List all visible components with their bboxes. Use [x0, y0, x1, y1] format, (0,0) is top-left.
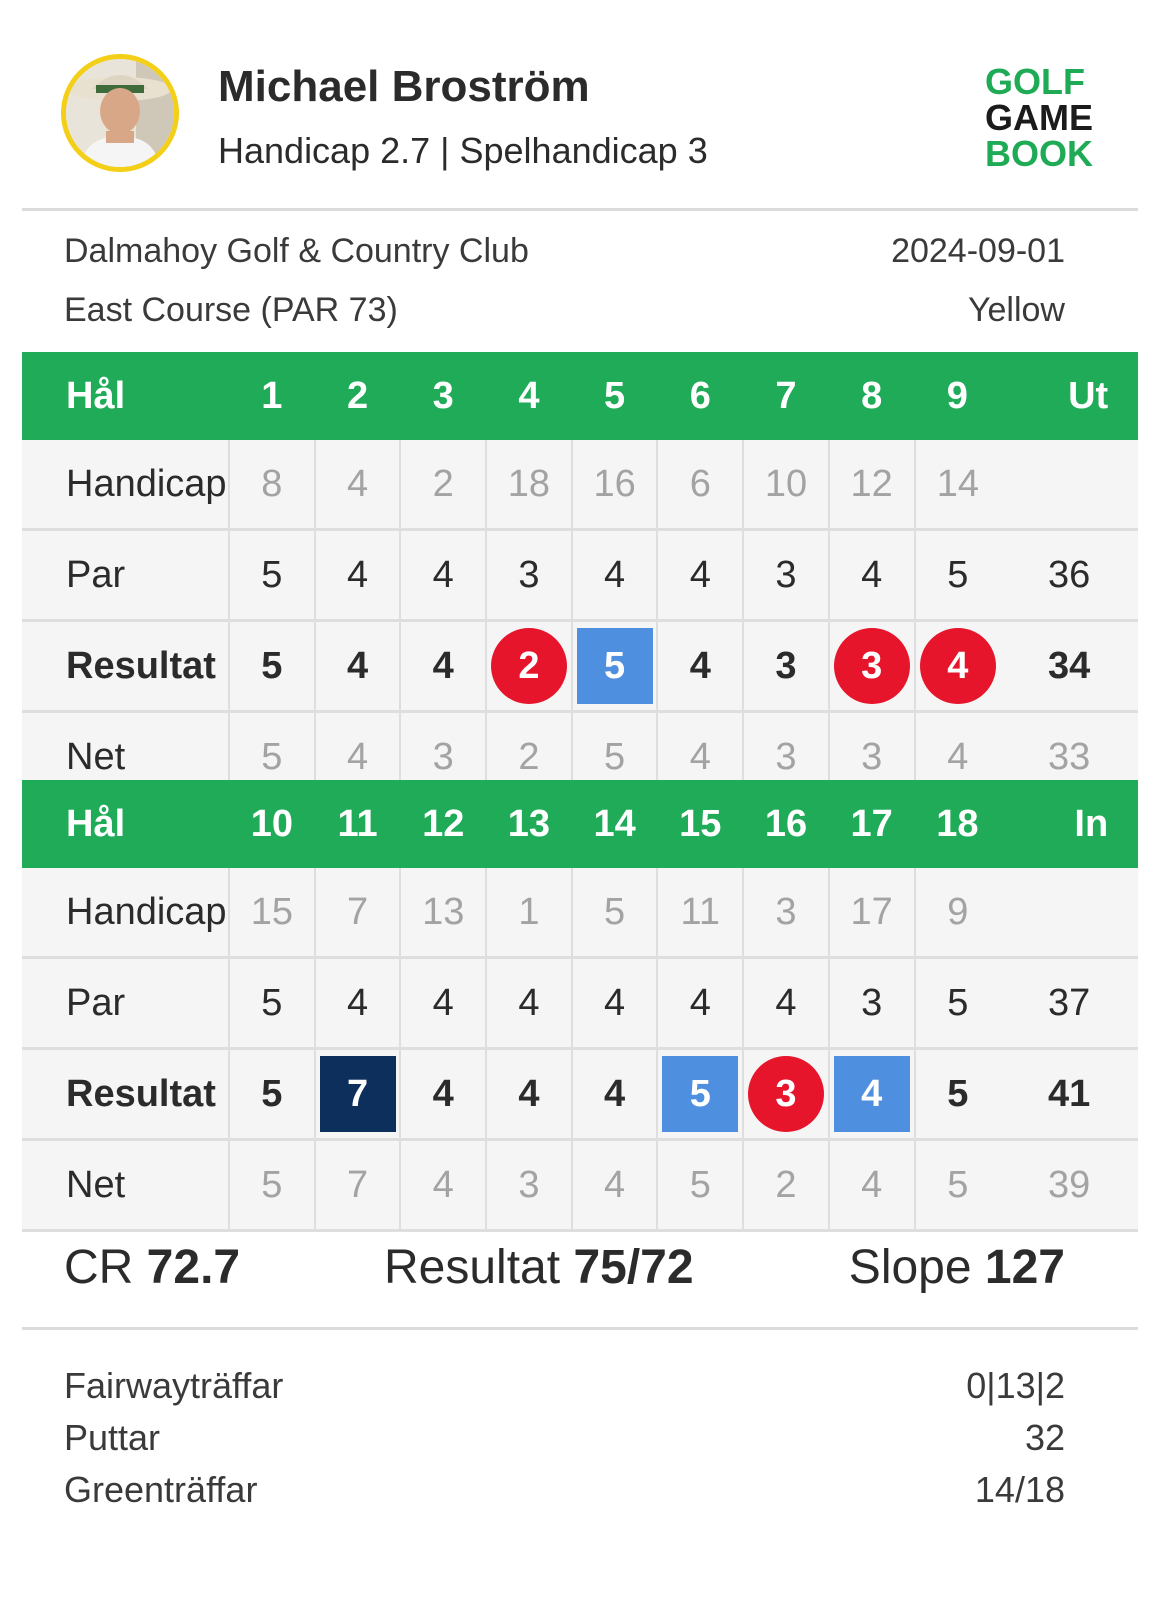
hole-number: 6 — [657, 352, 743, 440]
hole-number: 15 — [657, 780, 743, 868]
score-cell: 2 — [400, 440, 486, 530]
score-cell: 10 — [743, 440, 829, 530]
score-cell: 3 — [486, 530, 572, 621]
score-cell: 4 — [486, 958, 572, 1049]
result-row — [22, 621, 1138, 712]
net-label: Net — [22, 1140, 229, 1231]
logo-line-1: GOLF — [985, 61, 1085, 102]
score-cell: 4 — [315, 440, 401, 530]
birdie-marker: 3 — [748, 1056, 824, 1132]
net-total: 39 — [1000, 1140, 1138, 1231]
handicap-row — [22, 868, 1138, 958]
stat-label-greens: Greenträffar — [64, 1469, 258, 1510]
score-cell: 14 — [915, 440, 1001, 530]
header-row — [22, 352, 1138, 440]
score-cell: 5 — [229, 621, 315, 712]
hole-number: 18 — [915, 780, 1001, 868]
score-cell-bogey — [657, 1049, 743, 1140]
stat-label-putts: Puttar — [64, 1417, 161, 1458]
score-cell: 4 — [829, 1140, 915, 1231]
score-cell: 3 — [743, 868, 829, 958]
score-cell: 4 — [400, 530, 486, 621]
score-cell: 5 — [572, 868, 658, 958]
header-row — [22, 780, 1138, 868]
result-row — [22, 1049, 1138, 1140]
header-total: Ut — [1000, 352, 1138, 440]
par-label: Par — [22, 530, 229, 621]
score-cell: 4 — [400, 1049, 486, 1140]
score-cell: 5 — [229, 530, 315, 621]
handicap-label: Handicap — [22, 440, 229, 530]
hole-number: 3 — [400, 352, 486, 440]
score-cell: 4 — [657, 958, 743, 1049]
score-cell: 4 — [657, 530, 743, 621]
score-cell: 15 — [229, 868, 315, 958]
club-name: Dalmahoy Golf & Country Club — [64, 232, 529, 270]
score-cell: 4 — [572, 958, 658, 1049]
hole-number: 7 — [743, 352, 829, 440]
course-rating — [64, 1240, 240, 1295]
score-cell: 4 — [743, 958, 829, 1049]
handicap-label: Handicap — [22, 868, 229, 958]
score-cell: 3 — [486, 1140, 572, 1231]
header-label: Hål — [22, 352, 229, 440]
score-cell: 5 — [657, 1140, 743, 1231]
player-name: Michael Broström — [218, 62, 590, 111]
score-cell: 16 — [572, 440, 658, 530]
hole-number: 16 — [743, 780, 829, 868]
result-label: Resultat — [384, 1241, 561, 1294]
hole-number: 9 — [915, 352, 1001, 440]
birdie-marker: 3 — [834, 628, 910, 704]
score-cell: 9 — [915, 868, 1001, 958]
score-cell: 1 — [486, 868, 572, 958]
result-total: 41 — [1000, 1049, 1138, 1140]
score-cell: 4 — [400, 1140, 486, 1231]
round-date: 2024-09-01 — [891, 232, 1065, 270]
score-cell: 5 — [915, 1049, 1001, 1140]
score-cell: 3 — [829, 958, 915, 1049]
stat-value-putts: 32 — [1024, 1417, 1065, 1458]
score-cell: 4 — [315, 712, 401, 803]
score-cell: 4 — [657, 621, 743, 712]
par-row — [22, 958, 1138, 1049]
score-cell: 5 — [572, 712, 658, 803]
bogey-marker: 4 — [834, 1056, 910, 1132]
score-cell-birdie — [829, 621, 915, 712]
score-cell: 5 — [229, 1140, 315, 1231]
slope-rating — [849, 1240, 1065, 1295]
hole-number: 10 — [229, 780, 315, 868]
score-cell: 3 — [743, 530, 829, 621]
golf-game-book-logo — [985, 61, 1105, 174]
score-cell: 4 — [315, 621, 401, 712]
total-result — [384, 1240, 694, 1295]
hole-number: 17 — [829, 780, 915, 868]
score-cell: 3 — [743, 712, 829, 803]
handicap-total — [1000, 868, 1138, 958]
logo-line-3: BOOK — [985, 133, 1093, 174]
divider — [22, 208, 1138, 211]
score-cell: 2 — [743, 1140, 829, 1231]
net-row — [22, 1140, 1138, 1231]
score-cell: 5 — [229, 712, 315, 803]
hole-number: 11 — [315, 780, 401, 868]
hole-number: 2 — [315, 352, 401, 440]
stat-value-greens: 14/18 — [974, 1469, 1065, 1510]
score-cell: 11 — [657, 868, 743, 958]
score-cell: 13 — [400, 868, 486, 958]
avatar[interactable] — [61, 54, 179, 172]
hole-number: 12 — [400, 780, 486, 868]
score-cell: 5 — [915, 1140, 1001, 1231]
score-cell: 17 — [829, 868, 915, 958]
slope-value: 127 — [984, 1241, 1065, 1294]
cr-label: CR — [64, 1241, 134, 1294]
par-total: 36 — [1000, 530, 1138, 621]
hole-number: 4 — [486, 352, 572, 440]
result-total: 34 — [1000, 621, 1138, 712]
slope-label: Slope — [848, 1241, 972, 1294]
score-cell: 12 — [829, 440, 915, 530]
score-cell-birdie — [743, 1049, 829, 1140]
score-cell: 4 — [400, 621, 486, 712]
birdie-marker: 2 — [491, 628, 567, 704]
hole-number: 13 — [486, 780, 572, 868]
front-nine-table — [22, 352, 1138, 804]
score-cell: 8 — [229, 440, 315, 530]
par-row — [22, 530, 1138, 621]
score-cell: 7 — [315, 868, 401, 958]
hole-number: 14 — [572, 780, 658, 868]
score-cell-birdie — [915, 621, 1001, 712]
score-cell: 3 — [400, 712, 486, 803]
par-total: 37 — [1000, 958, 1138, 1049]
hole-number: 5 — [572, 352, 658, 440]
stat-value-fairway: 0|13|2 — [966, 1365, 1065, 1406]
score-cell: 4 — [572, 530, 658, 621]
score-cell: 3 — [829, 712, 915, 803]
course-name: East Course (PAR 73) — [64, 291, 398, 329]
score-cell-bogey — [572, 621, 658, 712]
score-cell: 5 — [915, 958, 1001, 1049]
scorecard-header — [0, 0, 1161, 214]
back-nine-table — [22, 780, 1138, 1232]
score-cell-birdie — [486, 621, 572, 712]
result-label: Resultat — [22, 1049, 229, 1140]
tee-color: Yellow — [967, 291, 1065, 329]
net-label: Net — [22, 712, 229, 803]
score-cell: 5 — [229, 1049, 315, 1140]
cr-value: 72.7 — [146, 1241, 241, 1294]
double-marker: 7 — [320, 1056, 396, 1132]
stat-label-fairway: Fairwayträffar — [64, 1365, 284, 1406]
birdie-marker: 4 — [920, 628, 996, 704]
score-cell-bogey — [829, 1049, 915, 1140]
logo-line-2: GAME — [985, 97, 1093, 138]
hole-number: 1 — [229, 352, 315, 440]
score-cell: 3 — [743, 621, 829, 712]
score-cell: 5 — [229, 958, 315, 1049]
score-cell: 7 — [315, 1140, 401, 1231]
bogey-marker: 5 — [577, 628, 653, 704]
hole-number: 8 — [829, 352, 915, 440]
score-cell: 4 — [400, 958, 486, 1049]
score-cell: 2 — [486, 712, 572, 803]
net-total: 33 — [1000, 712, 1138, 803]
result-label: Resultat — [22, 621, 229, 712]
score-cell: 4 — [657, 712, 743, 803]
score-cell: 18 — [486, 440, 572, 530]
score-cell-double — [315, 1049, 401, 1140]
score-cell: 6 — [657, 440, 743, 530]
score-cell: 4 — [572, 1049, 658, 1140]
divider — [22, 1327, 1138, 1330]
score-cell: 4 — [829, 530, 915, 621]
score-cell: 4 — [915, 712, 1001, 803]
bogey-marker: 5 — [662, 1056, 738, 1132]
score-cell: 5 — [915, 530, 1001, 621]
score-cell: 4 — [315, 530, 401, 621]
avatar-photo-icon — [66, 59, 174, 167]
score-cell: 4 — [315, 958, 401, 1049]
result-value: 75/72 — [573, 1241, 694, 1294]
handicap-total — [1000, 440, 1138, 530]
header-total: In — [1000, 780, 1138, 868]
header-label: Hål — [22, 780, 229, 868]
player-handicap: Handicap 2.7 | Spelhandicap 3 — [218, 130, 708, 171]
par-label: Par — [22, 958, 229, 1049]
score-cell: 4 — [572, 1140, 658, 1231]
score-cell: 4 — [486, 1049, 572, 1140]
handicap-row — [22, 440, 1138, 530]
